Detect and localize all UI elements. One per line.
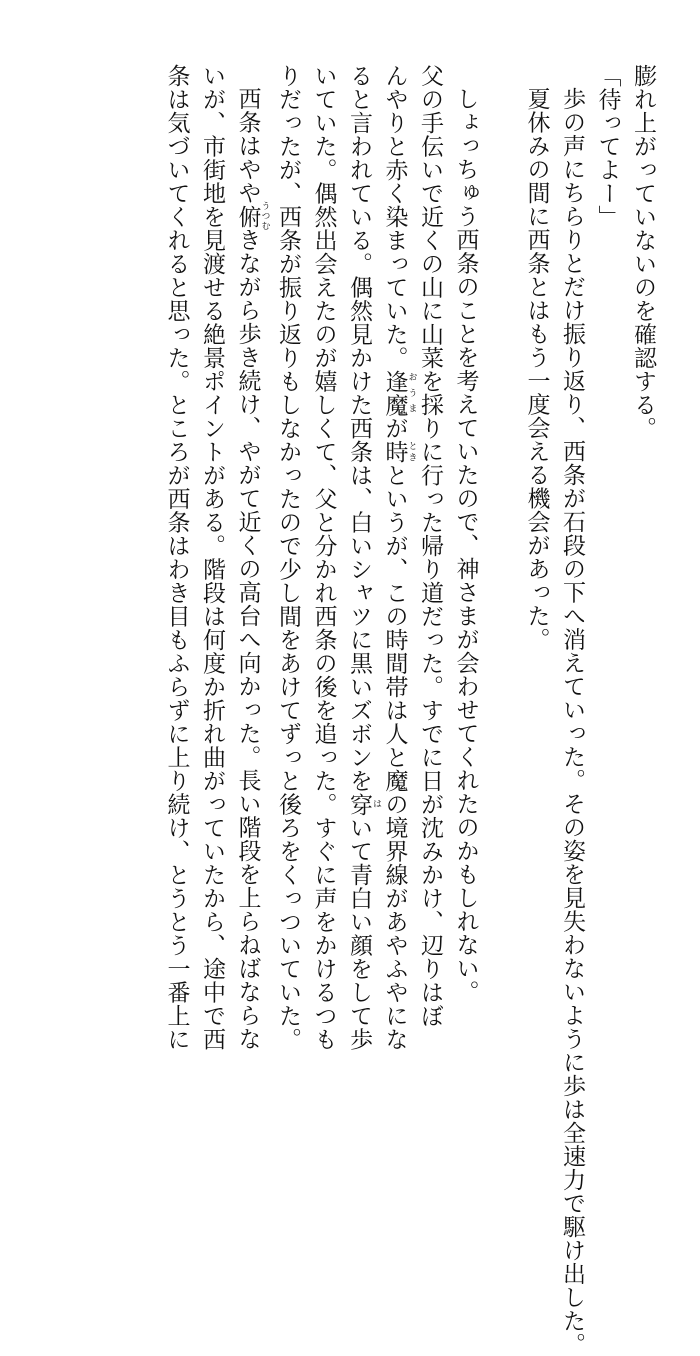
paragraph-4 <box>518 64 554 974</box>
paragraph-6 <box>158 64 270 974</box>
text-line: 歩の声にちらりとだけ振り返り、西条が石段の下へ消えていった。その姿を見失わないよう <box>559 87 585 1051</box>
text-line: いて青白い顔をして歩 <box>346 816 372 1051</box>
text-line: に歩は全速力で駆け出した。 <box>559 1051 585 1356</box>
paragraph-2-dialogue <box>589 64 625 974</box>
paragraph-1 <box>625 64 661 974</box>
ruby-word: 穿 は <box>346 793 372 817</box>
dialogue-line: 「待ってよー」 <box>595 64 621 229</box>
ruby-reading: とき <box>407 440 417 464</box>
paragraph-3 <box>554 64 590 974</box>
ruby-word: 逢魔 おうま <box>382 370 408 417</box>
paragraph-5 <box>270 64 483 974</box>
ruby-word: 時 とき <box>382 440 408 464</box>
text-line: いていた。偶然出会えたのが嬉しくて、父と分かれ西条の後を追った。すぐに声をかけるつも <box>311 64 337 1051</box>
ruby-word: 俯 うつむ <box>235 205 261 229</box>
text-line: が <box>382 417 408 441</box>
text-line: りだったが、西条が振り返りもしなかったので少し間をあけてずっと後ろをくっついていた。 <box>275 64 301 1051</box>
ruby-reading: おうま <box>407 370 417 417</box>
vertical-text-body <box>158 64 660 974</box>
ruby-reading: うつむ <box>260 201 270 231</box>
text-line: いが、市街地を見渡せる絶景ポイントがある。階段は何度か折れ曲がっていたから、途中で西 <box>199 64 225 1051</box>
text-line: というが、この時間帯は人と魔の境界線があやふやにな <box>382 464 408 1052</box>
text-line: 西条はやや <box>235 87 261 205</box>
text-line: 条は気づいてくれると思った。ところが西条はわき目もふらずに上り続け、とうとう一番上に <box>164 64 190 1051</box>
text-line: きながら歩き続け、やがて近くの高台へ向かった。長い階段を上らねばならな <box>235 228 261 1051</box>
ruby-reading: は <box>371 793 381 817</box>
text-line: んやりと赤く染まっていた。 <box>382 64 408 370</box>
text-line: 膨れ上がっていないのを確認する。 <box>630 64 656 440</box>
text-line: しょっちゅう西条のことを考えていたので、神さまが会わせてくれたのかもしれない。 <box>453 87 479 1004</box>
text-line: ると言われている。偶然見かけた西条は、白いシャツに黒いズボンを <box>346 64 372 793</box>
text-line: 父の手伝いで近くの山に山菜を採りに行った帰り道だった。すでに日が沈みかけ、辺りはぼ <box>417 64 443 1028</box>
text-line: 夏休みの間に西条とはもう一度会える機会があった。 <box>524 87 550 651</box>
